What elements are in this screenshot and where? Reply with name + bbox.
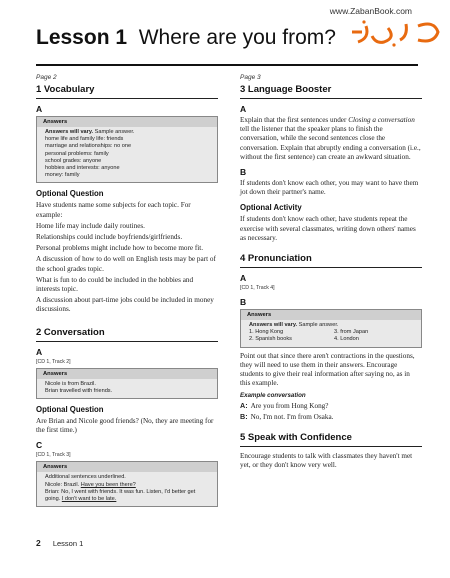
lesson-title (36, 26, 336, 50)
footer-label: Lesson 1 (52, 539, 84, 548)
answer-line: Answers will vary. Sample answer. (45, 129, 135, 135)
paragraph: What is fun to do could be included in the hobbies and interests topic. (36, 275, 194, 294)
underlined-sentence: Have you been there? (80, 481, 136, 488)
audio-track: [CD 1, Track 4] (240, 285, 275, 292)
page-label: Page 2 (36, 74, 57, 81)
section-speak-heading: 5 Speak with Confidence (240, 432, 422, 447)
answer-line: Brian: No, I went with friends. It was fun. Listen, I'd better get going. I don't want to be late. (45, 488, 196, 503)
answers-label: Answers (37, 462, 217, 472)
paragraph: If students don't know each other, you may want to have them jot down their partner's name. (240, 179, 419, 197)
page-header (0, 0, 450, 64)
answer-line: hobbies and interests: anyone (45, 165, 120, 172)
part-letter: C (36, 440, 43, 451)
section-pronunciation-heading: 4 Pronunciation (240, 253, 422, 268)
paragraph: If students don't know each other, have students repeat the exercise with several classmates, writing down others' names as necessary. (240, 215, 416, 242)
answers-body (241, 320, 421, 347)
answer-item: 1. Hong Kong (249, 329, 284, 336)
paragraph: Explain that the first sentences under Closing a conversation tell the listener that the speaker plans to finish the conversation, while the second sentences close the conversation. Explain that abruptly ending a conversation (i.e., without the first sentence) can create an awkward situation. (240, 116, 421, 161)
paragraph: Encourage students to talk with classmates they haven't met yet, or they don't know very well. (240, 451, 413, 470)
paragraph: A discussion about part-time jobs could be included in money discussions. (36, 296, 214, 314)
part-letter: B (240, 167, 247, 178)
section-language-booster-heading: 3 Language Booster (240, 84, 422, 99)
part-letter: B (240, 297, 247, 308)
optional-question-heading: Optional Question (36, 189, 104, 199)
answers-box (36, 368, 218, 399)
header-rule (36, 64, 418, 66)
answer-line: money: family (45, 172, 80, 179)
answer-item: 3. from Japan (334, 329, 369, 336)
optional-activity-heading: Optional Activity (240, 203, 302, 213)
zabanbook-logo (348, 18, 440, 48)
part-letter: A (36, 346, 43, 357)
answers-label: Answers (241, 310, 421, 320)
answers-box (36, 116, 218, 183)
answer-line: Nicole is from Brazil. (45, 380, 96, 387)
answer-line: Nicole: Brazil. Have you been there? (45, 481, 136, 488)
answer-item: 4. London (334, 336, 359, 343)
answer-line: Additional sentences underlined. (45, 474, 126, 481)
part-letter: A (240, 104, 247, 114)
answer-item: 2. Spanish books (249, 336, 292, 343)
answer-line: marriage and relationships: no one (45, 143, 132, 150)
answers-body (37, 472, 217, 506)
lesson-subtitle: Where are you from? (138, 26, 336, 49)
answer-line: home life and family life: friends (45, 136, 124, 143)
left-column (36, 74, 218, 511)
answers-label: Answers (37, 117, 217, 127)
answer-line: personal problems: family (45, 150, 109, 157)
answer-line: school grades: anyone (45, 157, 102, 164)
section-conversation-heading: 2 Conversation (36, 327, 218, 342)
underlined-sentence: I don't want to be late. (61, 496, 117, 503)
paragraph: Have students name some subjects for each topic. For example: (36, 201, 191, 219)
paragraph: A discussion of how to do well on English tests may be part of the school grades topic. (36, 255, 216, 273)
part-letter: A (240, 273, 247, 284)
audio-track: [CD 1, Track 2] (36, 358, 71, 365)
answers-body (37, 127, 217, 182)
site-url[interactable]: www.ZabanBook.com (329, 6, 412, 16)
audio-track: [CD 1, Track 3] (36, 452, 71, 459)
answer-line: Brian travelled with friends. (45, 387, 113, 394)
answer-line: Answers will vary. Sample answer. (249, 322, 339, 329)
answers-box (240, 309, 422, 348)
paragraph: Relationships could include boyfriends/girlfriends. (36, 233, 183, 242)
section-vocabulary-heading: 1 Vocabulary (36, 84, 218, 99)
answer-grid (249, 329, 413, 343)
page-number: 2 (36, 538, 41, 548)
page-label: Page 3 (240, 74, 261, 81)
answers-box (36, 461, 218, 507)
example-line-b: B: No, I'm not. I'm from Osaka. (240, 411, 334, 421)
answers-body (37, 379, 217, 398)
lesson-number: Lesson 1 (36, 26, 128, 49)
example-conversation-heading: Example conversation (240, 392, 306, 400)
optional-question-heading: Optional Question (36, 405, 104, 415)
paragraph: Are Brian and Nicole good friends? (No, they are meeting for the first time.) (36, 417, 214, 435)
answers-label: Answers (37, 369, 217, 379)
part-letter: A (36, 104, 43, 114)
paragraph: Personal problems might include how to become more fit. (36, 244, 204, 253)
example-line-a: A: Are you from Hong Kong? (240, 401, 329, 411)
paragraph: Home life may include daily routines. (36, 221, 145, 230)
paragraph: Point out that since there aren't contractions in the questions, they will need to use them in their answers. Encourage students to give their real information after saying no, as in this example. (240, 351, 415, 388)
right-column (240, 74, 422, 472)
page-footer (36, 538, 83, 548)
